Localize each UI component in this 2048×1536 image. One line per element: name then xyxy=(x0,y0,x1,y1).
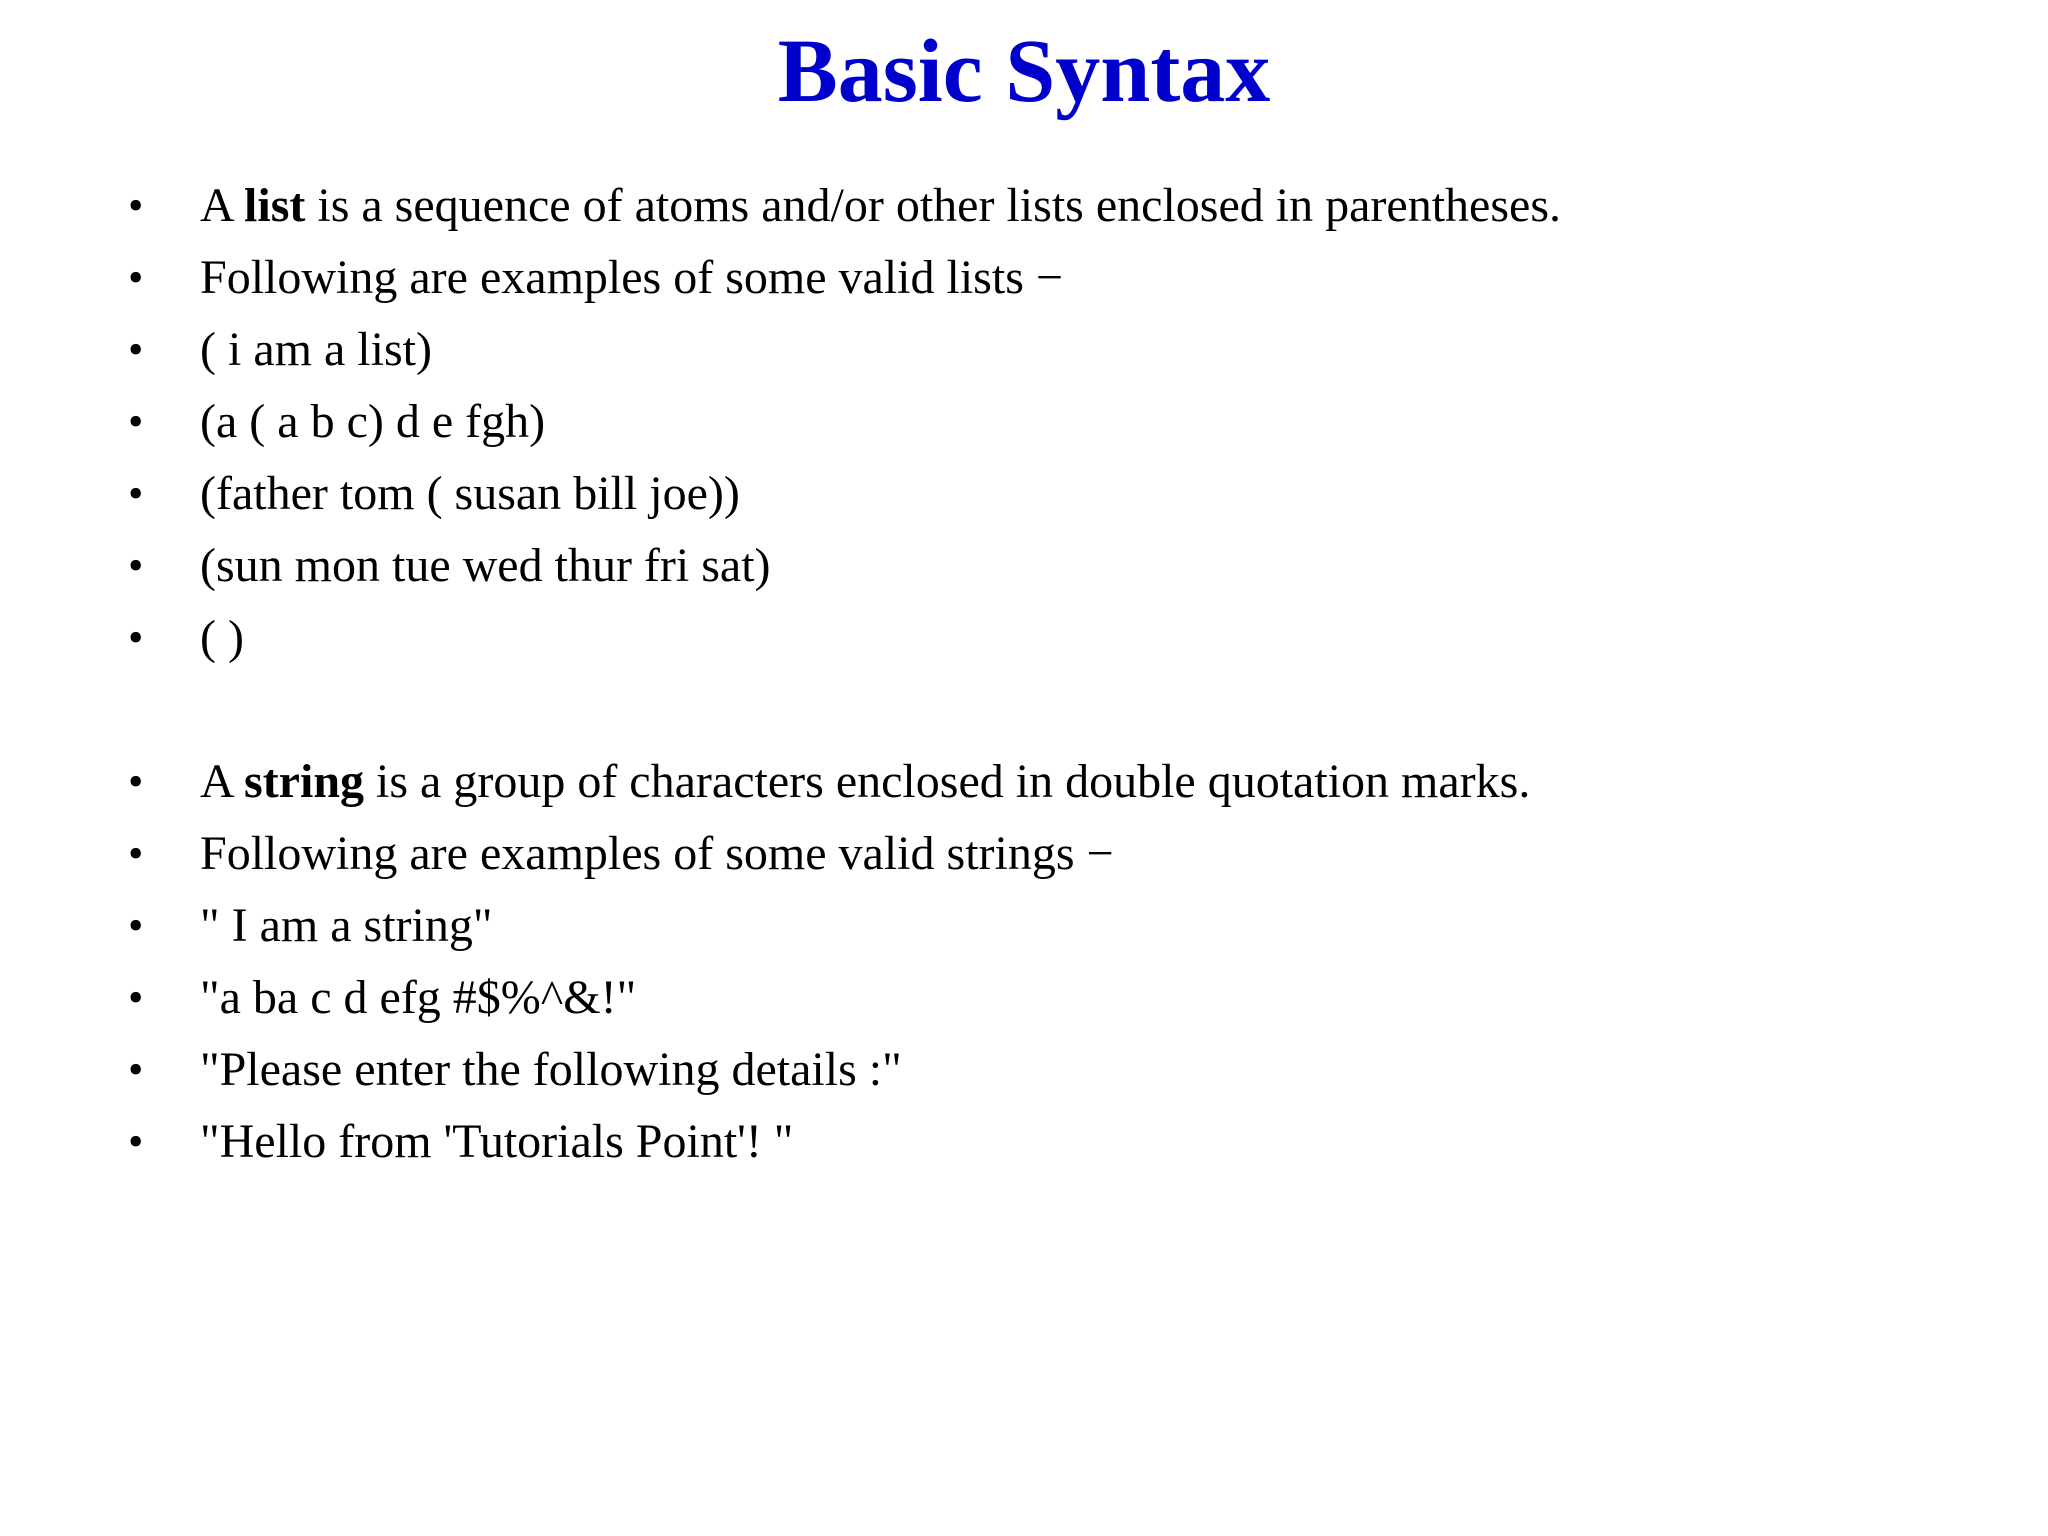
string-term: string xyxy=(244,755,365,808)
slide-title: Basic Syntax xyxy=(777,22,1271,121)
list-def-suffix: is a sequence of atoms and/or other lists enclosed in parentheses. xyxy=(305,179,1561,232)
string-lead-item xyxy=(0,818,2048,890)
string-example-text: "Hello from 'Tutorials Point'! " xyxy=(200,1115,794,1168)
list-example-item xyxy=(0,602,2048,674)
bullet-icon: • xyxy=(128,397,144,446)
list-example-item xyxy=(0,314,2048,386)
section-spacer xyxy=(0,674,2048,746)
list-example-text: ( ) xyxy=(200,611,244,664)
string-example-text: "Please enter the following details :" xyxy=(200,1043,902,1096)
string-example-item xyxy=(0,962,2048,1034)
string-example-item xyxy=(0,1034,2048,1106)
list-definition-item xyxy=(0,170,2048,242)
list-example-item xyxy=(0,530,2048,602)
string-example-item xyxy=(0,1106,2048,1178)
string-lead-text: Following are examples of some valid strings − xyxy=(200,827,1114,880)
list-example-text: (sun mon tue wed thur fri sat) xyxy=(200,539,771,592)
list-example-item xyxy=(0,386,2048,458)
bullet-icon: • xyxy=(128,469,144,518)
bullet-icon: • xyxy=(128,757,144,806)
bullet-icon: • xyxy=(128,181,144,230)
bullet-icon: • xyxy=(128,325,144,374)
bullet-icon: • xyxy=(128,1117,144,1166)
bullet-icon: • xyxy=(128,973,144,1022)
string-example-text: " I am a string" xyxy=(200,899,493,952)
bullet-icon: • xyxy=(128,1045,144,1094)
list-example-text: (father tom ( susan bill joe)) xyxy=(200,467,740,520)
list-lead-text: Following are examples of some valid lists − xyxy=(200,251,1063,304)
list-term: list xyxy=(244,179,306,232)
bullet-icon: • xyxy=(128,901,144,950)
list-example-text: (a ( a b c) d e fgh) xyxy=(200,395,546,448)
bullet-icon: • xyxy=(128,541,144,590)
list-example-item xyxy=(0,458,2048,530)
string-example-text: "a ba c d efg #$%^&!" xyxy=(200,971,637,1024)
list-def-prefix: A xyxy=(200,179,245,232)
list-lead-item xyxy=(0,242,2048,314)
bullet-icon: • xyxy=(128,613,144,662)
bullet-icon: • xyxy=(128,253,144,302)
bullet-icon: • xyxy=(128,829,144,878)
string-def-suffix: is a group of characters enclosed in double quotation marks. xyxy=(364,755,1531,808)
string-definition-item xyxy=(0,746,2048,818)
bullet-list xyxy=(0,170,2048,1178)
list-example-text: ( i am a list) xyxy=(200,323,432,376)
string-def-prefix: A xyxy=(200,755,245,808)
string-example-item xyxy=(0,890,2048,962)
